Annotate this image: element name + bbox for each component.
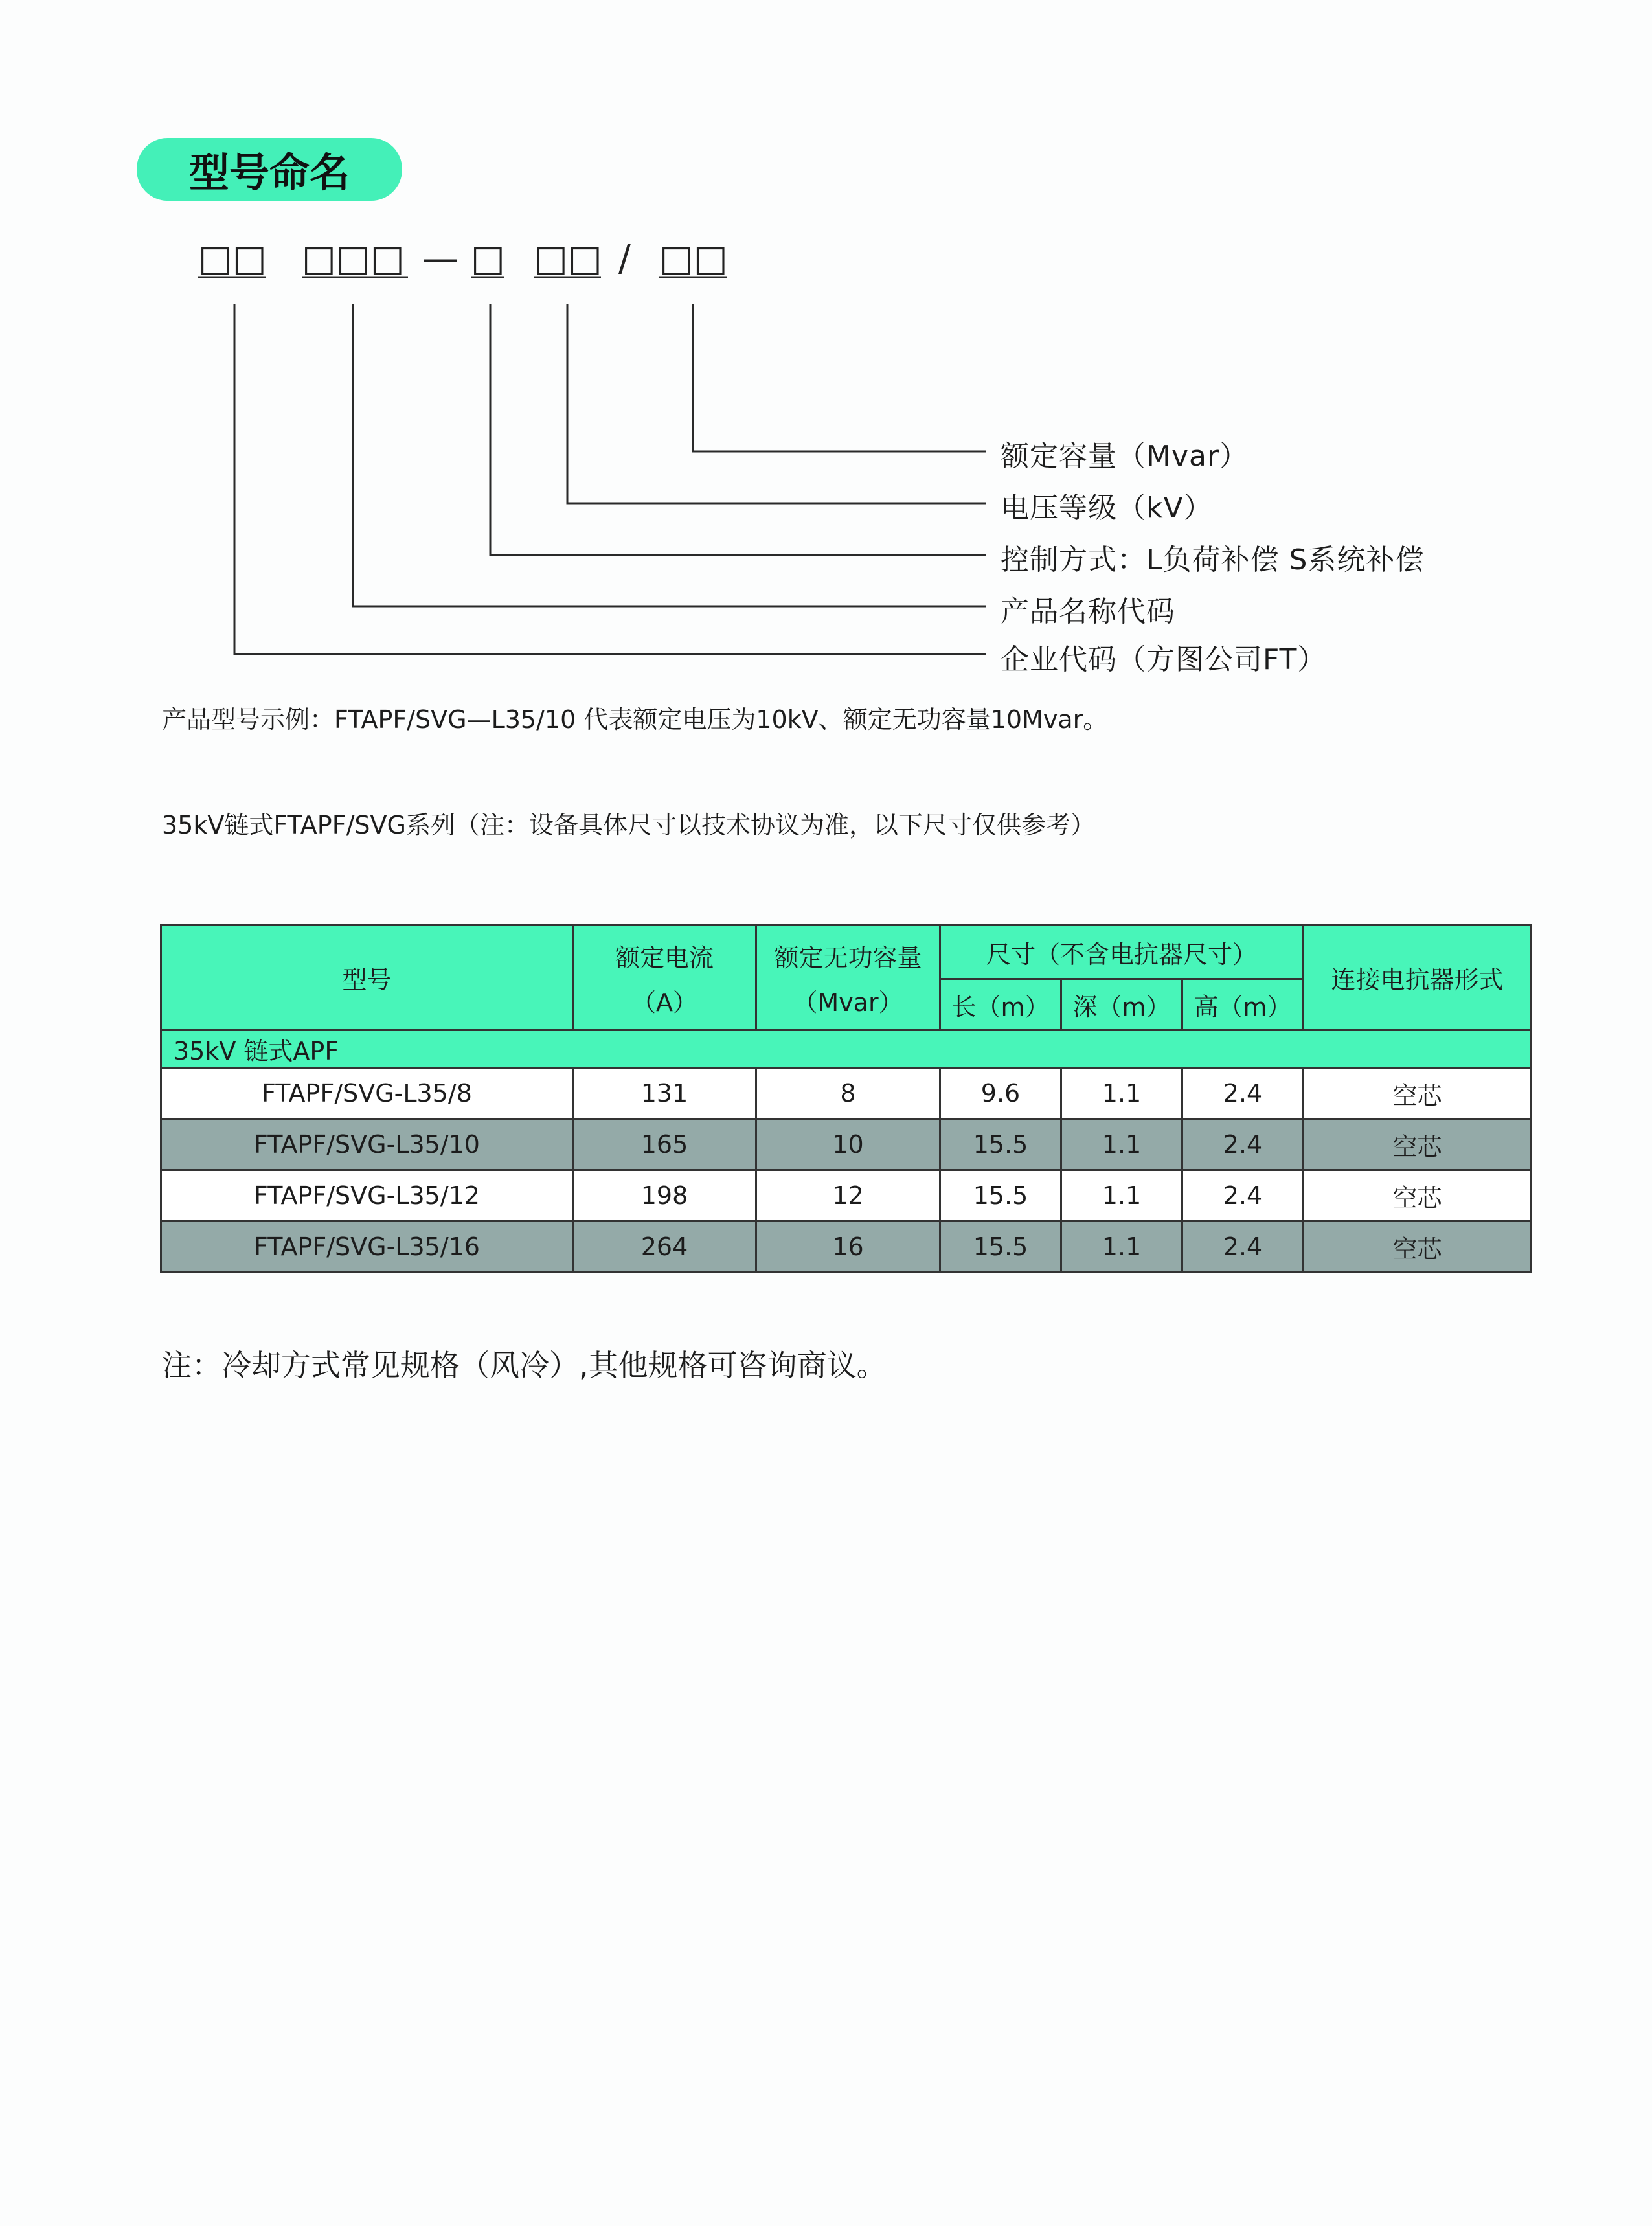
label-control: 控制方式：L负荷补偿 S系统补偿: [1001, 543, 1425, 576]
cell-capacity: 16: [756, 1221, 940, 1273]
header-capacity-line2: （Mvar）: [793, 988, 903, 1017]
spec-table: [160, 924, 1532, 1273]
cell-capacity: 10: [756, 1119, 940, 1170]
header-capacity: [756, 926, 940, 1030]
series-label: 35kV 链式APF: [161, 1030, 1532, 1068]
cell-depth: 1.1: [1061, 1068, 1182, 1119]
code-slot-capacity: □□: [659, 238, 728, 280]
code-slot-dash: —: [422, 238, 458, 280]
label-capacity: 额定容量（Mvar）: [1001, 440, 1249, 473]
cell-length: 15.5: [940, 1119, 1061, 1170]
cell-reactor: 空芯: [1304, 1068, 1532, 1119]
cell-length: 15.5: [940, 1170, 1061, 1221]
cell-depth: 1.1: [1061, 1221, 1182, 1273]
cell-height: 2.4: [1182, 1221, 1304, 1273]
cell-height: 2.4: [1182, 1068, 1304, 1119]
header-capacity-line1: 额定无功容量: [774, 943, 922, 972]
cell-model: FTAPF/SVG-L35/10: [161, 1119, 573, 1170]
table-row: [161, 1068, 1532, 1119]
cell-height: 2.4: [1182, 1170, 1304, 1221]
cell-current: 131: [573, 1068, 756, 1119]
cell-model: FTAPF/SVG-L35/12: [161, 1170, 573, 1221]
header-length: 长（m）: [940, 979, 1061, 1030]
label-voltage: 电压等级（kV）: [1001, 492, 1213, 525]
code-slot-product: □□□: [302, 238, 405, 280]
cell-current: 198: [573, 1170, 756, 1221]
table-row: [161, 1221, 1532, 1273]
code-slot-slash: /: [618, 238, 631, 280]
table-row: [161, 1119, 1532, 1170]
cell-capacity: 8: [756, 1068, 940, 1119]
cell-capacity: 12: [756, 1170, 940, 1221]
header-size: 尺寸（不含电抗器尺寸）: [940, 926, 1304, 979]
connector-lines: [0, 0, 1652, 712]
label-company: 企业代码（方图公司FT）: [1001, 643, 1327, 676]
section-badge: 型号命名: [137, 138, 402, 201]
table-row: [161, 1170, 1532, 1221]
code-slot-company: □□: [198, 238, 267, 280]
table-header-row: [161, 926, 1532, 979]
cell-reactor: 空芯: [1304, 1119, 1532, 1170]
header-current-line1: 额定电流: [615, 943, 714, 972]
cell-length: 9.6: [940, 1068, 1061, 1119]
header-height: 高（m）: [1182, 979, 1304, 1030]
cell-reactor: 空芯: [1304, 1170, 1532, 1221]
code-slot-voltage: □□: [534, 238, 602, 280]
series-title: 35kV链式FTAPF/SVG系列（注：设备具体尺寸以技术协议为准，以下尺寸仅供参考）: [162, 811, 1095, 839]
cell-depth: 1.1: [1061, 1170, 1182, 1221]
cell-model: FTAPF/SVG-L35/8: [161, 1068, 573, 1119]
cell-length: 15.5: [940, 1221, 1061, 1273]
label-product: 产品名称代码: [1001, 595, 1175, 628]
cell-reactor: 空芯: [1304, 1221, 1532, 1273]
header-model: 型号: [161, 926, 573, 1030]
cell-model: FTAPF/SVG-L35/16: [161, 1221, 573, 1273]
cell-current: 264: [573, 1221, 756, 1273]
example-text: 产品型号示例：FTAPF/SVG—L35/10 代表额定电压为10kV、额定无功容量10Mvar。: [162, 705, 1108, 734]
code-slot-control: □: [471, 238, 505, 280]
header-current: [573, 926, 756, 1030]
series-row: [161, 1030, 1532, 1068]
header-depth: 深（m）: [1061, 979, 1182, 1030]
cooling-note: 注：冷却方式常见规格（风冷）,其他规格可咨询商议。: [162, 1348, 887, 1383]
cell-height: 2.4: [1182, 1119, 1304, 1170]
cell-current: 165: [573, 1119, 756, 1170]
header-reactor: 连接电抗器形式: [1304, 926, 1532, 1030]
header-current-line2: （A）: [631, 988, 697, 1017]
cell-depth: 1.1: [1061, 1119, 1182, 1170]
